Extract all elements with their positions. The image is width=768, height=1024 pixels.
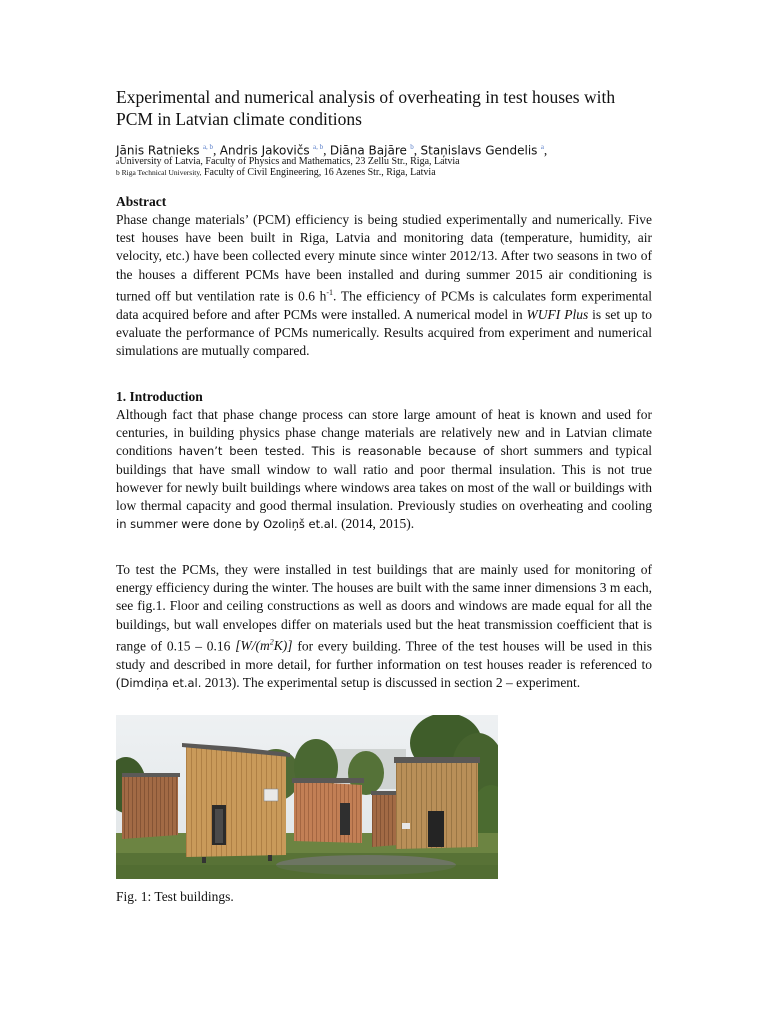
abstract-heading: Abstract [116, 194, 167, 209]
affiliation-mark: a [116, 157, 120, 166]
author-name: Staņislavs Gendelis [420, 143, 538, 158]
author-name: Andris Jakovičs [219, 143, 310, 158]
superscript: -1 [326, 287, 334, 297]
software-name: WUFI Plus [526, 306, 589, 322]
author-list: Jānis Ratnieks $^{a, b}$, Andris Jakovičs $^{a, b}$, Diāna Bajāre $^b$, Staņislavs Gendelis $^a$, [116, 142, 548, 158]
author-affiliation-mark: a, b [312, 143, 324, 151]
author-name: Jānis Ratnieks [116, 143, 200, 158]
introduction-heading: 1. Introduction [116, 389, 203, 404]
test-buildings-photo [116, 715, 498, 879]
paper-title: Experimental and numerical analysis of overheating in test houses with PCM in Latvian climate conditions [116, 87, 616, 129]
author-affiliation-mark: a [540, 143, 544, 151]
affiliation-mark: b Riga Technical University, [116, 168, 202, 177]
affiliation-text: Faculty of Civil Engineering, 16 Azenes Str., Riga, Latvia [201, 167, 436, 178]
unit-expression: $[W/(m^2K)]$ [235, 637, 293, 654]
affiliation-b [116, 167, 436, 179]
author-affiliation-mark: a, b [202, 143, 214, 151]
author-affiliation-mark: b [410, 143, 414, 151]
affiliation-text: University of Latvia, Faculty of Physics and Mathematics, 23 Zellu Str., Riga, Latvia [119, 156, 460, 167]
introduction-paragraph-1: Although fact that phase change process can store large amount of heat is known and used for centuries, in building physics phase change materials are relatively new and in Latvian climate conditions haven’t been tested. This is reasonable because of short summers and typical buildings that have small window to wall ratio and poor thermal insulation. This is not true however for newly built buildings where windows area takes on most of the wall or buildings with low thermal capacity and good thermal insulation. Previously studies on overheating and cooling in summer were done by Ozoliņš et.al. (2014, 2015). [116, 407, 653, 532]
author-name: Diāna Bajāre [329, 143, 407, 158]
abstract-paragraph: Phase change materials’ (PCM) efficiency is being studied experimentally and numerically. Five test houses have been built in Riga, Latvia and monitoring data (temperature, humidity, air velocity, etc.) have been collected every minute since winter 2012/13. After two seasons in two of the houses a different PCMs have been installed and during summer 2015 air conditioning is turned off but ventilation rate is 0.6 $h^{-1}$. The efficiency of PCMs is calculates form experimental data acquired before and after PCMs were installed. A numerical model in WUFI Plus is set up to evaluate the performance of PCMs numerically. Results acquired from experiment and numerical simulations are mutually compared. [116, 212, 653, 358]
introduction-paragraph-2: To test the PCMs, they were installed in test buildings that are mainly used for monitoring of energy efficiency during the winter. The houses are built with the same inner dimensions 3 m each, see fig.1. Floor and ceiling constructions as well as doors and windows are made equal for all the buildings, but wall envelopes differ on materials used but the heat transmission coefficient that is range of 0.15 – 0.16 $[W/(m^2K)]$ for every building. Three of the test houses will be used in this study and described in more detail, for further information on test houses reader is referenced to (Dimdiņa et.al. 2013). The experimental setup is discussed in section 2 – experiment. [116, 562, 653, 690]
figure-caption: Fig. 1: Test buildings. [116, 889, 234, 904]
